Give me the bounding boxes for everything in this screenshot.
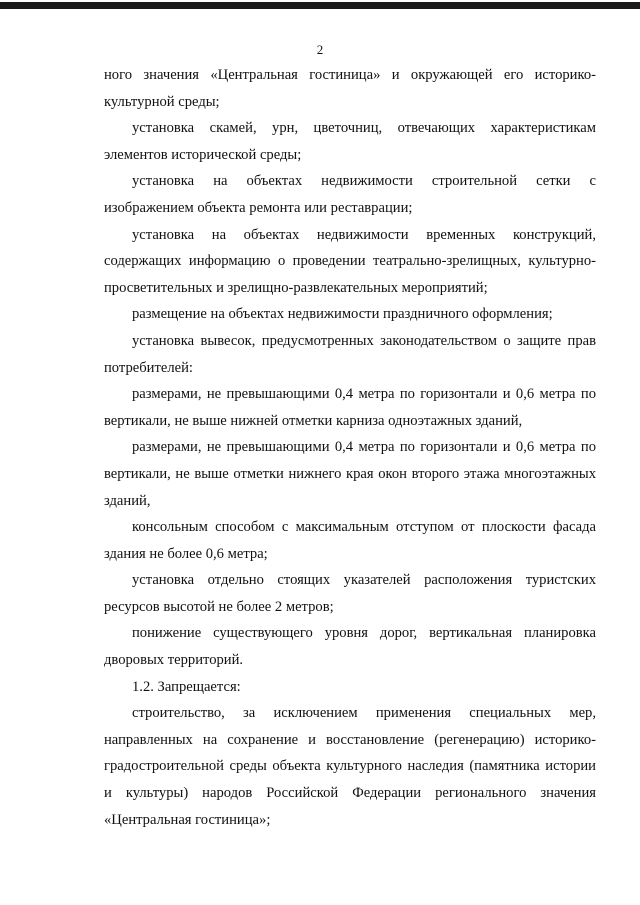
section-heading-prohibited: 1.2. Запрещается: [132, 678, 241, 695]
paragraph-sign-size-multi-storey: размерами, не превышающими 0,4 метра по горизонтали и 0,6 метра по вертикали, не выше отметки нижнего края окон второго этажа многоэтажных зданий, [104, 439, 596, 509]
paragraph-benches: установка скамей, урн, цветочниц, отвечающих характеристикам элементов исторической среды; [104, 120, 596, 163]
paragraph-festive-decoration: размещение на объектах недвижимости праздничного оформления; [132, 306, 553, 323]
page-number: 2 [316, 42, 324, 57]
paragraph-continuation: ного значения «Центральная гостиница» и окружающей его историко-культурной среды; [104, 67, 596, 110]
document-body [104, 62, 596, 833]
paragraph-road-level: понижение существующего уровня дорог, вертикальная планировка дворовых территорий. [104, 625, 596, 669]
paragraph-construction-net: установка на объектах недвижимости строительной сетки с изображением объекта ремонта или реставрации; [104, 173, 596, 216]
paragraph-construction-prohibited: строительство, за исключением применения специальных мер, направленных на сохранение и восстановление (регенерацию) историко-градостроительной среды объекта культурного наследия (памятника истории и культуры) народов Российской Федерации регионального значения «Центральная гостиница»; [104, 705, 596, 828]
paragraph-console-method: консольным способом с максимальным отступом от плоскости фасада здания не более 0,6 метра; [104, 519, 596, 562]
paragraph-signboards: установка вывесок, предусмотренных законодательством о защите прав потребителей: [104, 332, 596, 376]
paragraph-tourist-signs: установка отдельно стоящих указателей расположения туристских ресурсов высотой не более 2 метров; [104, 572, 596, 615]
paragraph-sign-size-single-storey: размерами, не превышающими 0,4 метра по горизонтали и 0,6 метра по вертикали, не выше нижней отметки карниза одноэтажных зданий, [104, 386, 596, 429]
paragraph-temporary-structures: установка на объектах недвижимости временных конструкций, содержащих информацию о проведении театрально-зрелищных, культурно-просветительных и зрелищно-развлекательных мероприятий; [104, 226, 596, 296]
top-border-line [0, 2, 640, 9]
